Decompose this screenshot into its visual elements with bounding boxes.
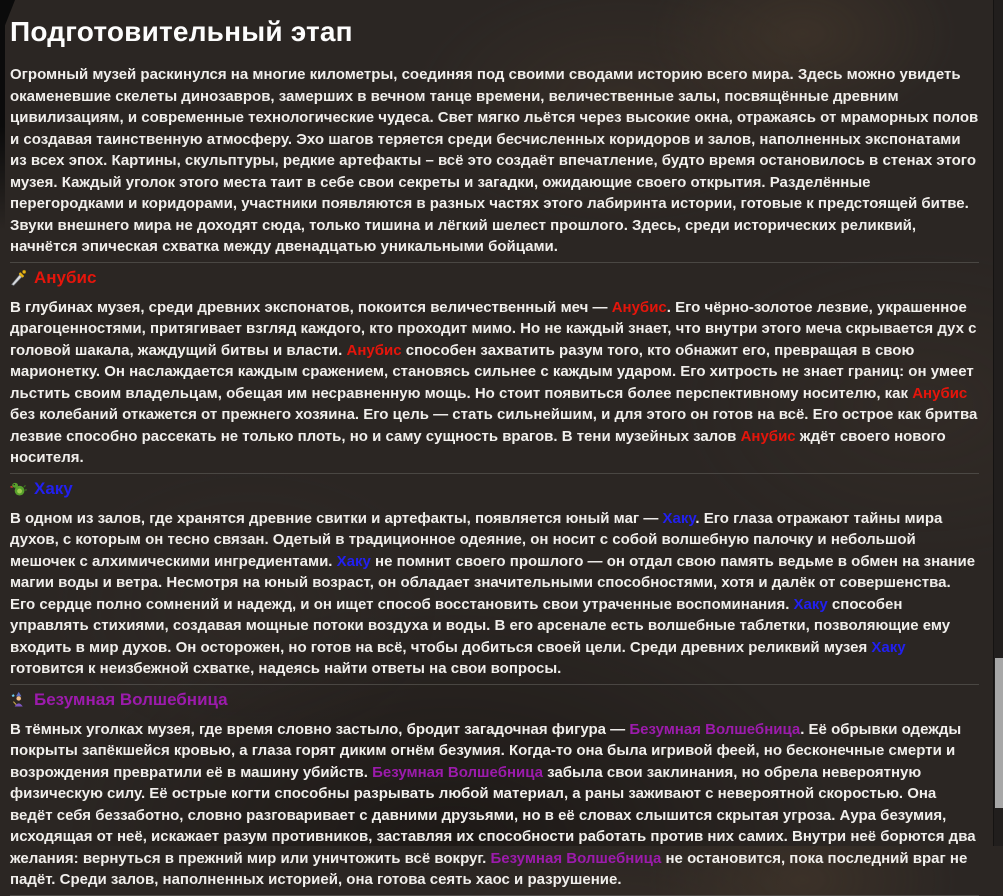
character-name-mention: Анубис — [740, 427, 796, 445]
character-name-mention: Безумная Волшебница — [490, 849, 662, 867]
character-name-mention: Хаку — [871, 638, 906, 656]
character-name-mention: Хаку — [336, 552, 371, 570]
section-header-anubis — [10, 267, 979, 289]
section-divider — [10, 262, 979, 263]
section-header-mad-sorceress — [10, 689, 979, 711]
dragon-icon — [10, 480, 27, 497]
character-name-mention: Анубис — [912, 384, 968, 402]
page-title: Подготовительный этап — [10, 16, 353, 47]
scrollbar-thumb[interactable] — [995, 658, 1003, 808]
haku-paragraph: В одном из залов, где хранятся древние свитки и артефакты, появляется юный маг — Хаку. Его глаза отражают тайны мира духов, с которым он тесно связан. Одетый в традиционное одеяние, он носит с собой волшебную палочку и небольшой мешочек с алхимическими ингредиентами. Хаку не помнит своего прошлого — он отдал свою память ведьме в обмен на знание магии воды и ветра. Несмотря на юный возраст, он обладает значительными способностями, хотя и далёк от совершенства. Его сердце полно сомнений и надежд, и он ищет способ восстановить свои утраченные воспоминания. Хаку способен управлять стихиями, создавая мощные потоки воздуха и воды. В его арсенале есть волшебные таблетки, позволяющие ему входить в мир духов. Он осторожен, но готов на всё, чтобы добиться своей цели. Среди древних реликвий музея Хаку готовится к неизбежной схватке, надеясь найти ответы на свои вопросы. — [10, 509, 976, 677]
character-name-mention: Безумная Волшебница — [372, 763, 543, 781]
section-divider — [10, 684, 979, 685]
anubis-paragraph: В глубинах музея, среди древних экспонатов, покоится величественный меч — Анубис. Его чёрно-золотое лезвие, украшенное драгоценностями, притягивает взгляд каждого, кто проходит мимо. Но не каждый знает, что внутри этого меча скрывается дух с головой шакала, жаждущий битвы и власти. Анубис способен захватить разум того, кто обнажит его, превращая в свою марионетку. Он наслаждается каждым сражением, становясь сильнее с каждым ударом. Его хитрость не знает границ: он умеет льстить своим владельцам, обещая им несравненную мощь. Но стоит появиться более перспективному носителю, как Анубис без колебаний откажется от прежнего хозяина. Его цель — стать сильнейшим, и для этого он готов на всё. Его острое как бритва лезвие способно рассекать не только плоть, но и саму сущность врагов. В тени музейных залов Анубис ждёт своего нового носителя. — [10, 298, 978, 466]
dagger-icon — [10, 269, 27, 286]
mage-icon — [10, 691, 27, 708]
section-header-haku — [10, 478, 979, 500]
character-name-mention: Хаку — [662, 509, 696, 527]
character-name-mention: Безумная Волшебница — [629, 720, 801, 738]
scrollbar[interactable] — [993, 0, 1003, 846]
section-title: Анубис — [34, 267, 97, 287]
section-title: Безумная Волшебница — [34, 689, 228, 709]
section-title: Хаку — [34, 478, 73, 498]
character-name-mention: Хаку — [793, 595, 828, 613]
section-divider — [10, 473, 979, 474]
character-name-mention: Анубис — [611, 298, 667, 316]
mad-sorceress-paragraph: В тёмных уголках музея, где время словно застыло, бродит загадочная фигура — Безумная Волшебница. Её обрывки одежды покрыты запёкшейся кровью, а глаза горят диким огнём безумия. Когда-то она была игривой феей, но бесконечные смерти и возрождения превратили её в машину убийств. Безумная Волшебница забыла свои заклинания, но обрела невероятную физическую силу. Её острые когти способны разрывать любой материал, а раны заживают с невероятной скоростью. Она ведёт себя беззаботно, словно разговаривает с давними друзьями, но в её словах слышится скрытая угроза. Аура безумия, исходящая от неё, искажает разум противников, заставляя их способности работать против них самих. Внутри неё борются два желания: вернуться в прежний мир или уничтожить всё вокруг. Безумная Волшебница не остановится, пока последний враг не падёт. Среди залов, наполненных историей, она готова сеять хаос и разрушение. — [10, 720, 976, 888]
intro-paragraph: Огромный музей раскинулся на многие километры, соединяя под своими сводами историю всего мира. Здесь можно увидеть окаменевшие скелеты динозавров, замерших в вечном танце времени, величественные залы, посвящённые древним цивилизациям, и современные технологические чудеса. Свет мягко льётся через высокие окна, отражаясь от мраморных полов и создавая таинственную атмосферу. Эхо шагов теряется среди бесчисленных коридоров и залов, наполненных экспонатами из всех эпох. Картины, скульптуры, редкие артефакты – всё это создаёт впечатление, будто время остановилось в стенах этого музея. Каждый уголок этого места таит в себе свои секреты и загадки, ожидающие своего открытия. Разделённые перегородками и коридорами, участники появляются в разных частях этого лабиринта истории, готовые к предстоящей битве. Звуки внешнего мира не доходят сюда, только тишина и лёгкий шелест прошлого. Здесь, среди исторических реликвий, начнётся эпическая схватка между двенадцатью уникальными бойцами. — [10, 66, 979, 255]
character-name-mention: Анубис — [346, 341, 402, 359]
section-divider — [10, 895, 979, 896]
